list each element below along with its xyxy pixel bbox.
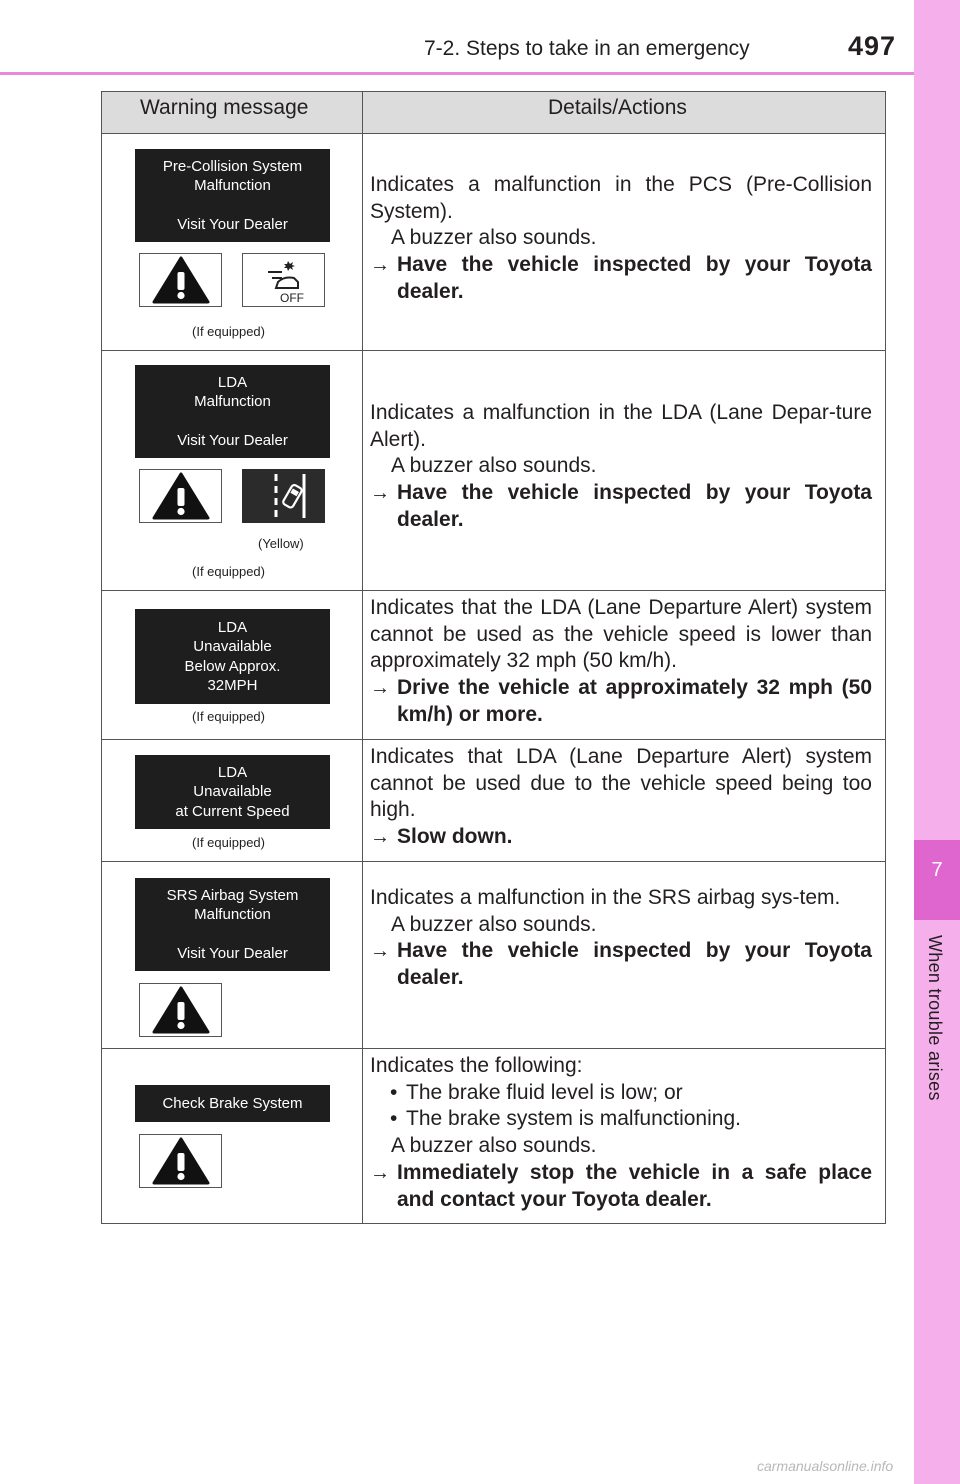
details-pcs-malfunction [370,172,872,306]
bullet-icon: • [390,1107,398,1131]
buzzer-note: A buzzer also sounds. [391,226,597,250]
chapter-title: When trouble arises [925,935,945,1101]
arrow-icon: → [370,254,390,277]
chapter-side-tab [914,0,960,1484]
details-lda-unavailable-low-speed [370,595,872,729]
action-text: → Have the vehicle inspected by your Toyota dealer. [370,253,872,303]
display-message-lda-unavailable-current-speed: LDA Unavailable at Current Speed [135,755,330,829]
if-equipped-note: (If equipped) [192,324,265,339]
description-text: Indicates a malfunction in the LDA (Lane Depar-ture Alert). [370,401,872,451]
details-lda-malfunction [370,400,872,534]
lane-departure-icon [242,469,325,523]
action-text: → Drive the vehicle at approximately 32 mph (50 km/h) or more. [370,676,872,726]
details-lda-unavailable-current-speed [370,744,872,851]
warning-triangle-icon [139,253,222,307]
buzzer-note: A buzzer also sounds. [391,1134,597,1158]
row-divider [101,739,886,740]
warning-triangle-icon [139,983,222,1037]
display-message-lda-unavailable-low-speed: LDA Unavailable Below Approx. 32MPH [135,609,330,704]
row-divider [101,350,886,351]
color-note: (Yellow) [258,536,304,551]
arrow-icon: → [370,826,390,849]
warning-triangle-icon [139,469,222,523]
description-text: Indicates the following: [370,1054,583,1077]
row-divider [101,861,886,862]
description-text: Indicates that the LDA (Lane Departure Alert) system cannot be used as the vehicle speed is lower than approximately 32 mph (50 km/h). [370,596,872,673]
arrow-icon: → [370,940,390,963]
details-check-brake-system [370,1053,872,1213]
description-text: Indicates a malfunction in the SRS airbag sys-tem. [370,886,841,909]
chapter-number: 7 [914,840,960,920]
arrow-icon: → [370,482,390,505]
column-divider [362,91,363,1224]
watermark: carmanualsonline.info [757,1458,894,1474]
section-title: 7-2. Steps to take in an emergency [424,37,750,60]
action-text: → Have the vehicle inspected by your Toyota dealer. [370,939,872,990]
bullet-item: • The brake fluid level is low; or [370,1080,872,1107]
description-text: Indicates a malfunction in the PCS (Pre-Collision System). [370,173,872,223]
action-text: → Immediately stop the vehicle in a safe place and contact your Toyota dealer. [370,1160,872,1211]
arrow-icon: → [370,1161,390,1184]
description-text: Indicates that LDA (Lane Departure Alert) system cannot be used due to the vehicle speed being too high. [370,745,872,822]
if-equipped-note: (If equipped) [192,709,265,724]
row-divider [101,1048,886,1049]
warning-triangle-icon [139,1134,222,1188]
action-text: → Have the vehicle inspected by your Toyota dealer. [370,481,872,531]
display-message-srs-airbag-malfunction: SRS Airbag System Malfunction Visit Your Dealer [135,878,330,971]
if-equipped-note: (If equipped) [192,835,265,850]
pcs-off-label: OFF [279,291,304,304]
bullet-icon: • [390,1080,398,1104]
action-text: → Slow down. [370,824,872,851]
column-header-warning-message: Warning message [140,96,309,119]
display-message-check-brake-system: Check Brake System [135,1085,330,1122]
details-srs-airbag-malfunction [370,885,872,992]
row-divider [101,590,886,591]
buzzer-note: A buzzer also sounds. [391,454,597,478]
header-rule [0,72,914,75]
arrow-icon: → [370,677,390,700]
display-message-lda-malfunction: LDA Malfunction Visit Your Dealer [135,365,330,458]
bullet-item: • The brake system is malfunctioning. [370,1106,872,1133]
buzzer-note: A buzzer also sounds. [391,912,597,936]
pcs-off-icon [242,253,325,307]
if-equipped-note: (If equipped) [192,564,265,579]
column-header-details-actions: Details/Actions [548,96,687,119]
display-message-pcs-malfunction: Pre-Collision System Malfunction Visit Your Dealer [135,149,330,242]
page-number: 497 [848,31,897,61]
